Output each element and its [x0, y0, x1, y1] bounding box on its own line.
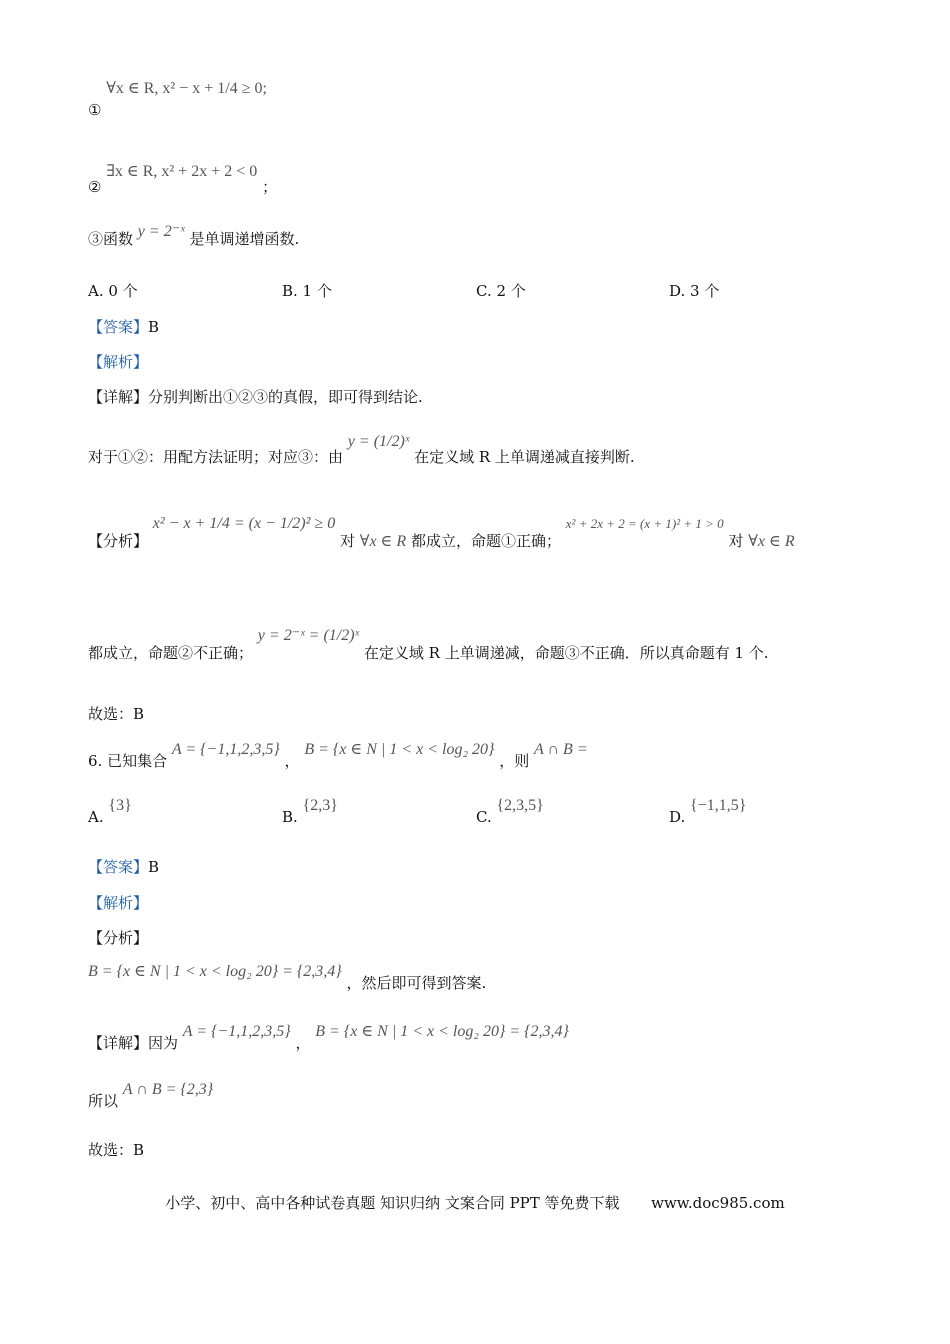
q6-detail-formula-a: A = {−1,1,2,3,5}: [182, 1023, 291, 1040]
q5-choice-a: A. 0 个: [88, 282, 138, 300]
q6-choice-a-letter: A.: [88, 808, 104, 826]
q5-detail: 【详解】分别判断出①②③的真假，即可得到结论.: [88, 388, 423, 406]
q5-cont-suffix: 在定义域 R 上单调递减，命题③不正确．所以真命题有 1 个.: [363, 644, 769, 662]
q5-item2-formula: ∃x ∈ R, x² + 2x + 2 < 0: [106, 163, 258, 180]
q5-item1-marker: ①: [88, 101, 102, 119]
q5-answer-value: B: [148, 318, 160, 336]
q6-choice-c-letter: C.: [476, 808, 492, 826]
q5-item2-end: ；: [262, 178, 278, 196]
q6-set-b: B = {x ∈ N | 1 < x < log₂ 20}: [304, 741, 495, 758]
q6-detail-formula-b: B = {x ∈ N | 1 < x < log₂ 20} = {2,3,4}: [315, 1023, 569, 1040]
q5-method-suffix: 在定义域 R 上单调递减直接判断.: [414, 448, 635, 466]
q5-method: [88, 430, 635, 466]
q6-choice-b-value: {2,3}: [302, 797, 338, 814]
q6-choice-c-value: {2,3,5}: [496, 797, 544, 814]
q6-detail-comma: ，: [295, 1034, 311, 1052]
q5-item3: [88, 223, 300, 249]
q6-suoyi: [88, 1078, 214, 1110]
q6-guxuan: 故选：B: [88, 1141, 145, 1159]
q5-fenxi: [88, 512, 795, 550]
q5-answer-tag: 【答案】: [88, 318, 149, 336]
q6-detail-prefix: 【详解】因为: [88, 1034, 179, 1052]
q6-comma1: ，: [284, 752, 300, 770]
q6-choice-d-value: {−1,1,5}: [690, 797, 747, 814]
q6-stem-expr: A ∩ B =: [534, 741, 588, 758]
q6-choice-b-letter: B.: [282, 808, 298, 826]
q5-answer: [88, 316, 159, 337]
q6-suoyi-prefix: 所以: [88, 1092, 119, 1110]
q6-answer-value: B: [148, 858, 160, 876]
q5-fenxi-formula4: ∀x ∈ R: [748, 533, 795, 550]
q6-choice-a-value: {3}: [108, 797, 132, 814]
q6-answer: [88, 856, 159, 877]
q5-item3-suffix: 是单调递增函数.: [189, 230, 300, 248]
q5-choice-d: D. 3 个: [669, 282, 720, 300]
q5-method-prefix: 对于①②：用配方法证明；对应③：由: [88, 448, 344, 466]
q6-choice-b: [282, 796, 338, 826]
q6-choice-d: [669, 796, 747, 826]
q5-item2: [88, 160, 278, 196]
q5-item3-formula: y = 2⁻ˣ: [137, 223, 185, 240]
q6-choice-d-letter: D.: [669, 808, 686, 826]
q6-fenxi: [88, 960, 487, 992]
q5-continuation: [88, 624, 769, 662]
footer-text: 小学、初中、高中各种试卷真题 知识归纳 文案合同 PPT 等免费下载: [165, 1194, 620, 1212]
q6-fenxi-tag: 【分析】: [88, 929, 149, 947]
q6-analysis-tag: 【解析】: [88, 894, 149, 912]
q5-fenxi-tag: 【分析】: [88, 532, 149, 550]
q5-item3-prefix: ③函数: [88, 230, 134, 248]
q6-set-a: A = {−1,1,2,3,5}: [171, 741, 280, 758]
q5-item1-formula: ∀x ∈ R, x² − x + 1/4 ≥ 0;: [106, 80, 267, 97]
q5-fenxi-formula1: x² − x + 1/4 = (x − 1/2)² ≥ 0: [152, 515, 336, 532]
q5-fenxi-mid3: 对: [728, 532, 744, 550]
page-footer: [0, 1192, 950, 1213]
q5-choice-c: C. 2 个: [476, 282, 526, 300]
q5-item2-marker: ②: [88, 178, 102, 196]
q5-fenxi-mid2: 都成立，命题①正确；: [410, 532, 561, 550]
q6-choice-a: [88, 796, 132, 826]
footer-url[interactable]: www.doc985.com: [651, 1194, 785, 1212]
q5-fenxi-formula3: x² + 2x + 2 = (x + 1)² + 1 > 0: [565, 516, 724, 531]
q5-method-formula: y = (1/2)ˣ: [347, 433, 410, 450]
q5-fenxi-formula2: ∀x ∈ R: [359, 533, 407, 550]
q5-cont-prefix: 都成立，命题②不正确；: [88, 644, 254, 662]
q5-fenxi-mid1: 对: [340, 532, 356, 550]
q5-choice-b: B. 1 个: [282, 282, 332, 300]
q6-answer-tag: 【答案】: [88, 858, 149, 876]
q6-stem-mid: ，则: [499, 752, 530, 770]
q5-analysis-tag: 【解析】: [88, 353, 149, 371]
q6-stem-prefix: 6. 已知集合: [88, 752, 168, 770]
q6-fenxi-suffix: ，然后即可得到答案.: [346, 974, 487, 992]
q6-choice-c: [476, 796, 544, 826]
q5-guxuan: 故选：B: [88, 705, 145, 723]
q6-suoyi-formula: A ∩ B = {2,3}: [122, 1081, 214, 1098]
q5-item1: [88, 78, 267, 119]
q6-fenxi-formula: B = {x ∈ N | 1 < x < log₂ 20} = {2,3,4}: [88, 963, 342, 980]
q6-stem: [88, 738, 588, 770]
q6-detail: [88, 1020, 569, 1052]
q5-cont-formula: y = 2⁻ˣ = (1/2)ˣ: [257, 627, 360, 644]
